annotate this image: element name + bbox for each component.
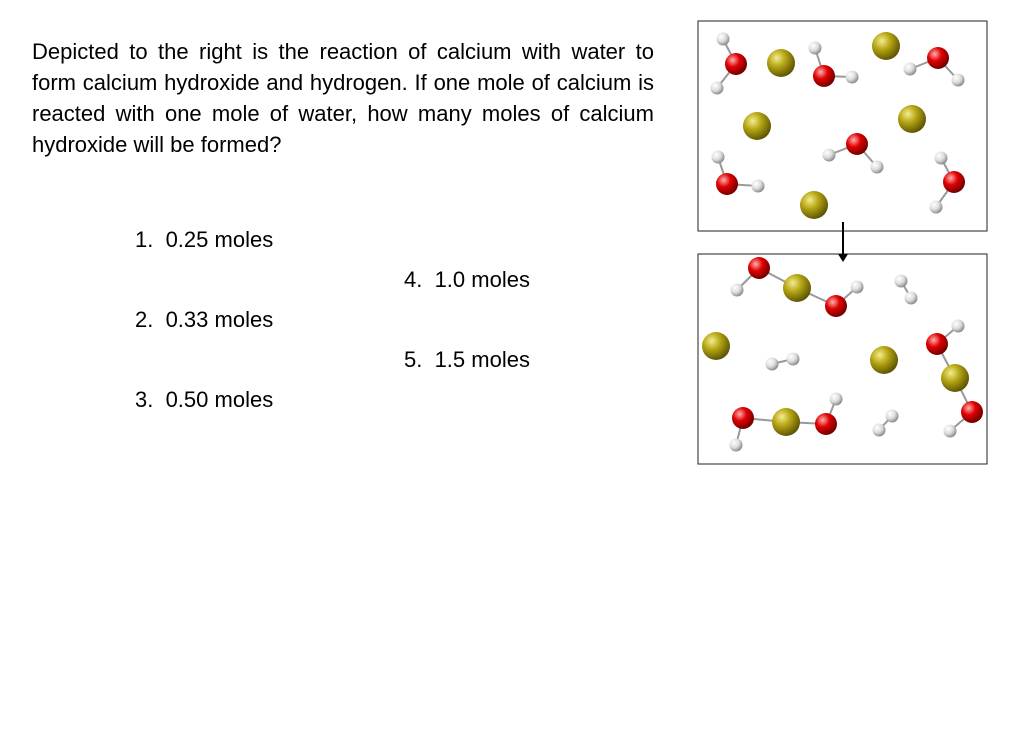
hydrogen-atom <box>871 161 884 174</box>
answer-choice-4: 4. 1.0 moles <box>404 267 530 292</box>
hydrogen-atom <box>731 284 744 297</box>
hydrogen-atom <box>766 358 779 371</box>
hydrogen-atom <box>952 74 965 87</box>
hydrogen-atom <box>823 149 836 162</box>
answer-choice-1: 1. 0.25 moles <box>135 227 274 252</box>
hydrogen-atom <box>895 275 908 288</box>
hydrogen-atom <box>851 281 864 294</box>
oxygen-atom <box>825 295 847 317</box>
oxygen-atom <box>943 171 965 193</box>
calcium-atom <box>743 112 771 140</box>
oxygen-atom <box>748 257 770 279</box>
hydrogen-atom <box>930 201 943 214</box>
answer-choice-3: 3. 0.50 moles <box>135 387 274 412</box>
hydrogen-atom <box>730 439 743 452</box>
calcium-atom <box>772 408 800 436</box>
oxygen-atom <box>732 407 754 429</box>
calcium-atom <box>872 32 900 60</box>
calcium-atom <box>898 105 926 133</box>
oxygen-atom <box>815 413 837 435</box>
oxygen-atom <box>926 333 948 355</box>
hydrogen-atom <box>886 410 899 423</box>
answer-choice-2: 2. 0.33 moles <box>135 307 274 332</box>
oxygen-atom <box>846 133 868 155</box>
hydrogen-atom <box>904 63 917 76</box>
hydrogen-atom <box>935 152 948 165</box>
oxygen-atom <box>725 53 747 75</box>
hydrogen-atom <box>787 353 800 366</box>
calcium-atom <box>783 274 811 302</box>
hydrogen-atom <box>830 393 843 406</box>
oxygen-atom <box>813 65 835 87</box>
hydrogen-atom <box>905 292 918 305</box>
hydrogen-atom <box>944 425 957 438</box>
calcium-atom <box>941 364 969 392</box>
question-text: Depicted to the right is the reaction of calcium with water to form calcium hydroxide and hydrogen. If one mole of calcium is reacted with one mole of water, how many moles of calcium hydroxide will be formed? <box>32 39 654 157</box>
hydrogen-atom <box>752 180 765 193</box>
hydrogen-atom <box>809 42 822 55</box>
hydrogen-atom <box>846 71 859 84</box>
hydrogen-atom <box>873 424 886 437</box>
hydrogen-atom <box>717 33 730 46</box>
calcium-atom <box>702 332 730 360</box>
hydrogen-atom <box>952 320 965 333</box>
calcium-atom <box>767 49 795 77</box>
oxygen-atom <box>961 401 983 423</box>
calcium-atom <box>870 346 898 374</box>
hydrogen-atom <box>711 82 724 95</box>
hydrogen-atom <box>712 151 725 164</box>
calcium-atom <box>800 191 828 219</box>
oxygen-atom <box>716 173 738 195</box>
answer-choice-5: 5. 1.5 moles <box>404 347 530 372</box>
oxygen-atom <box>927 47 949 69</box>
